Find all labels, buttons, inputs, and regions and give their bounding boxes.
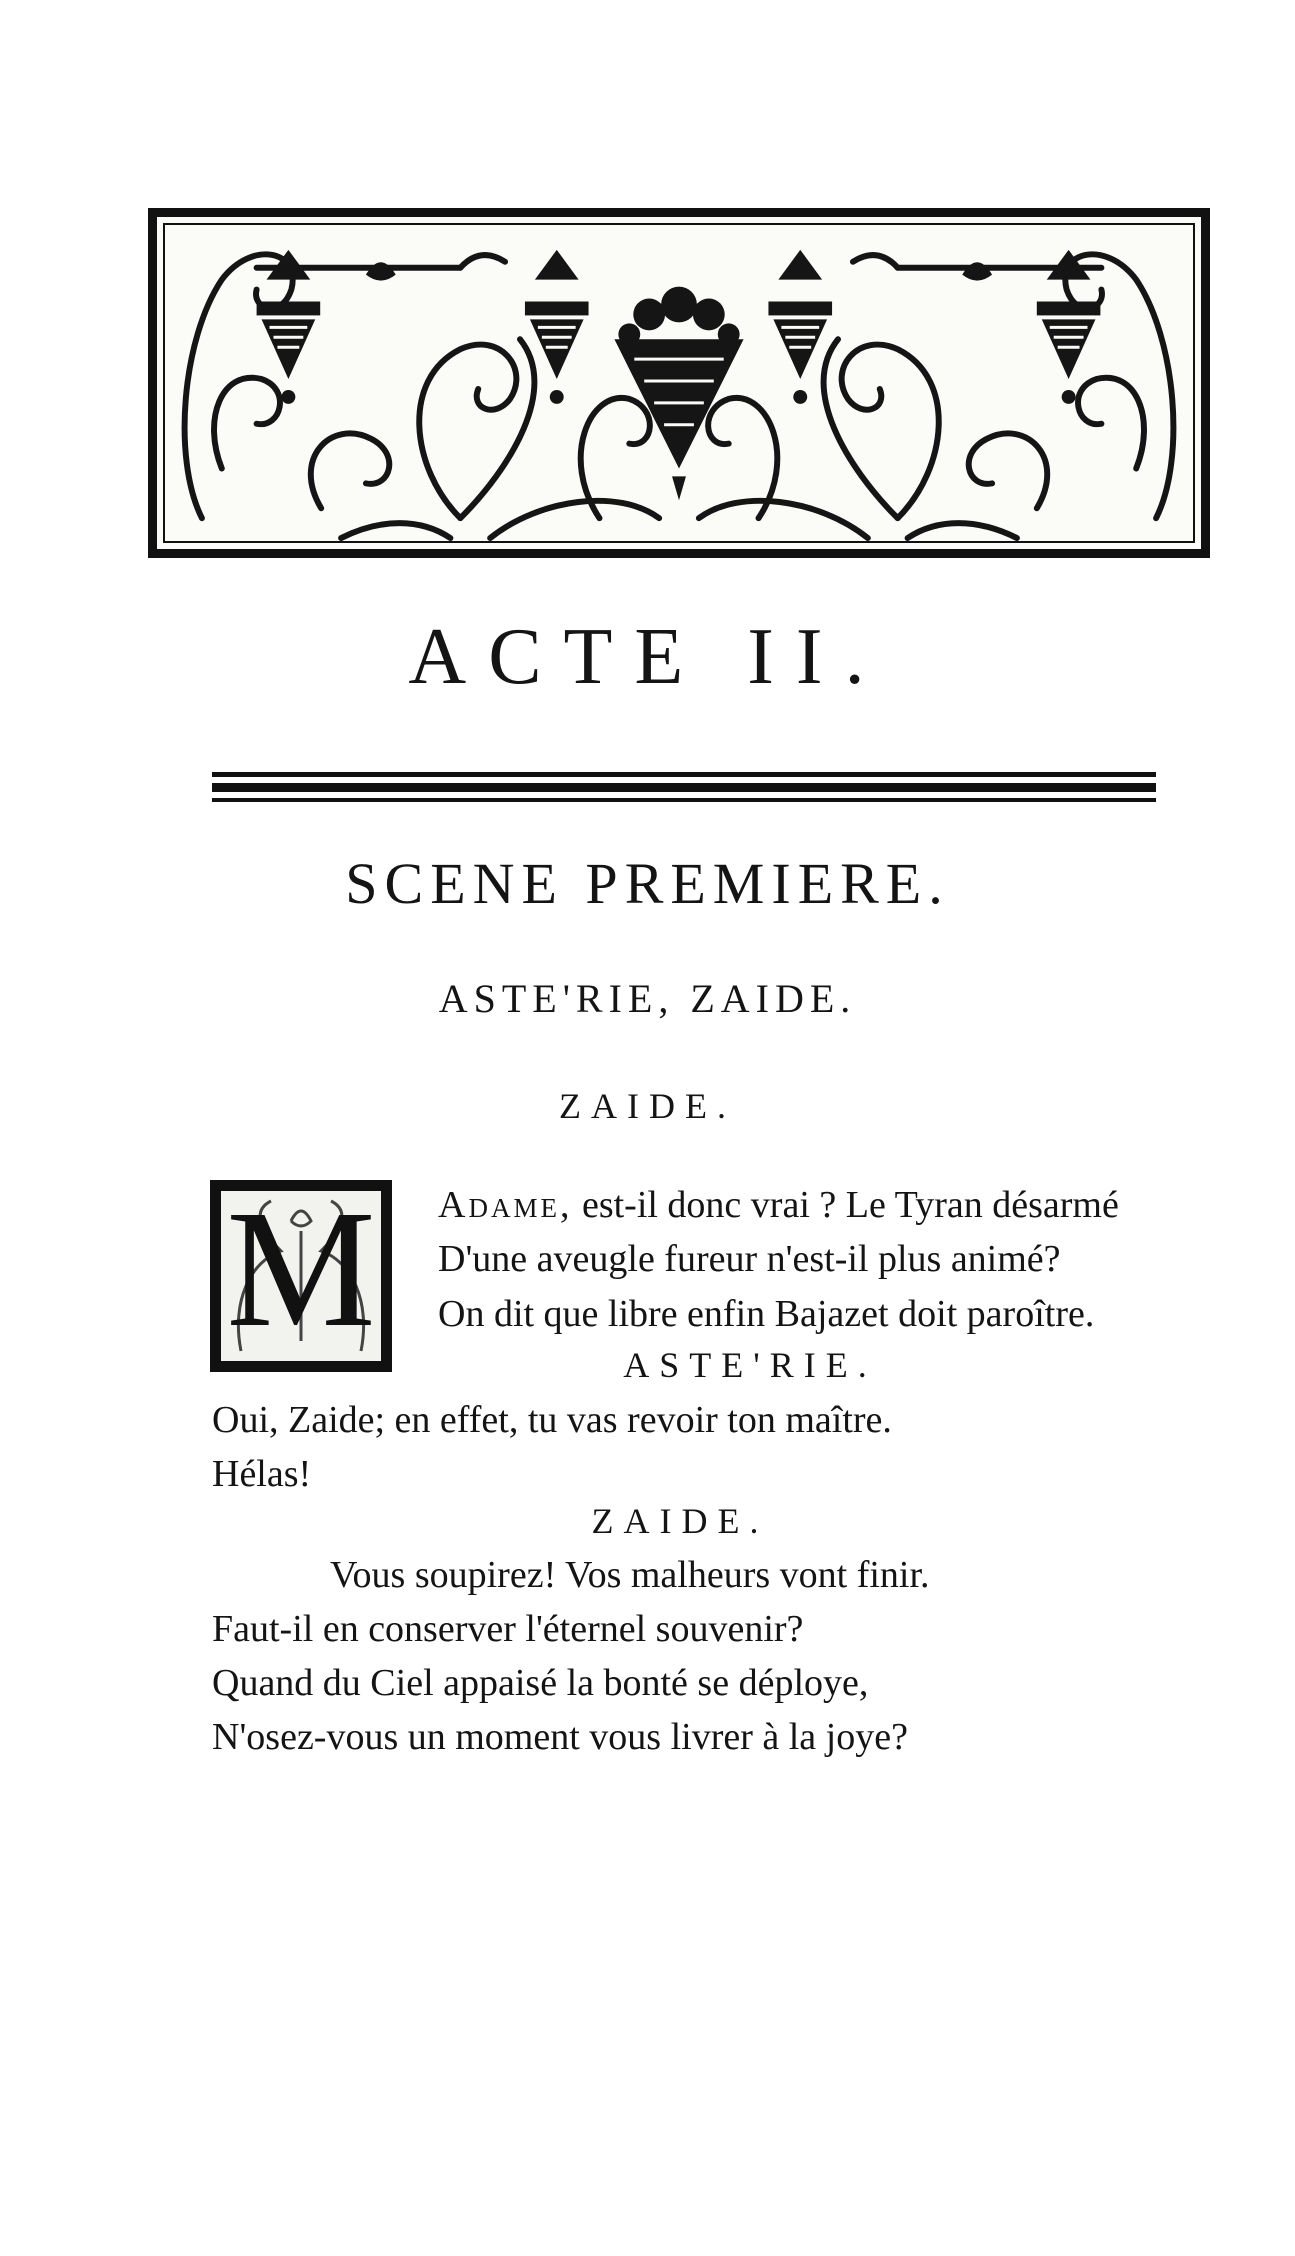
scrollwork-ornament-icon <box>160 220 1198 546</box>
verse-line <box>438 1183 1119 1227</box>
scene-title: SCENE PREMIERE. <box>345 851 950 916</box>
verse-line: Hélas! <box>212 1453 312 1495</box>
act-title: ACTE II. <box>408 613 887 701</box>
verse-line: Faut-il en conserver l'éternel souvenir? <box>212 1608 804 1650</box>
triple-rule-divider <box>212 772 1156 804</box>
verse-smallcaps: Adame, <box>438 1184 573 1226</box>
speaker-heading: ZAIDE. <box>559 1086 736 1126</box>
speaker-heading: ZAIDE. <box>591 1501 769 1541</box>
verse-line: Oui, Zaide; en effet, tu vas revoir ton maître. <box>212 1399 892 1441</box>
verse-line: N'osez-vous un moment vous livrer à la joye? <box>212 1716 908 1758</box>
decorated-initial <box>210 1180 392 1372</box>
speaker-heading: ASTE'RIE. <box>623 1345 877 1385</box>
scene-characters: ASTE'RIE, ZAIDE. <box>438 976 857 1021</box>
ornamental-headpiece <box>148 208 1210 558</box>
verse-line: D'une aveugle fureur n'est-il plus animé? <box>438 1238 1061 1280</box>
verse-line: On dit que libre enfin Bajazet doit paroître. <box>438 1293 1095 1335</box>
verse-line: Vous soupirez! Vos malheurs vont finir. <box>330 1554 930 1596</box>
verse-text: est-il donc vrai ? Le Tyran désarmé <box>572 1184 1119 1226</box>
dropcap-letter: M <box>226 1188 376 1362</box>
verse-line: Quand du Ciel appaisé la bonté se déploye, <box>212 1662 869 1704</box>
